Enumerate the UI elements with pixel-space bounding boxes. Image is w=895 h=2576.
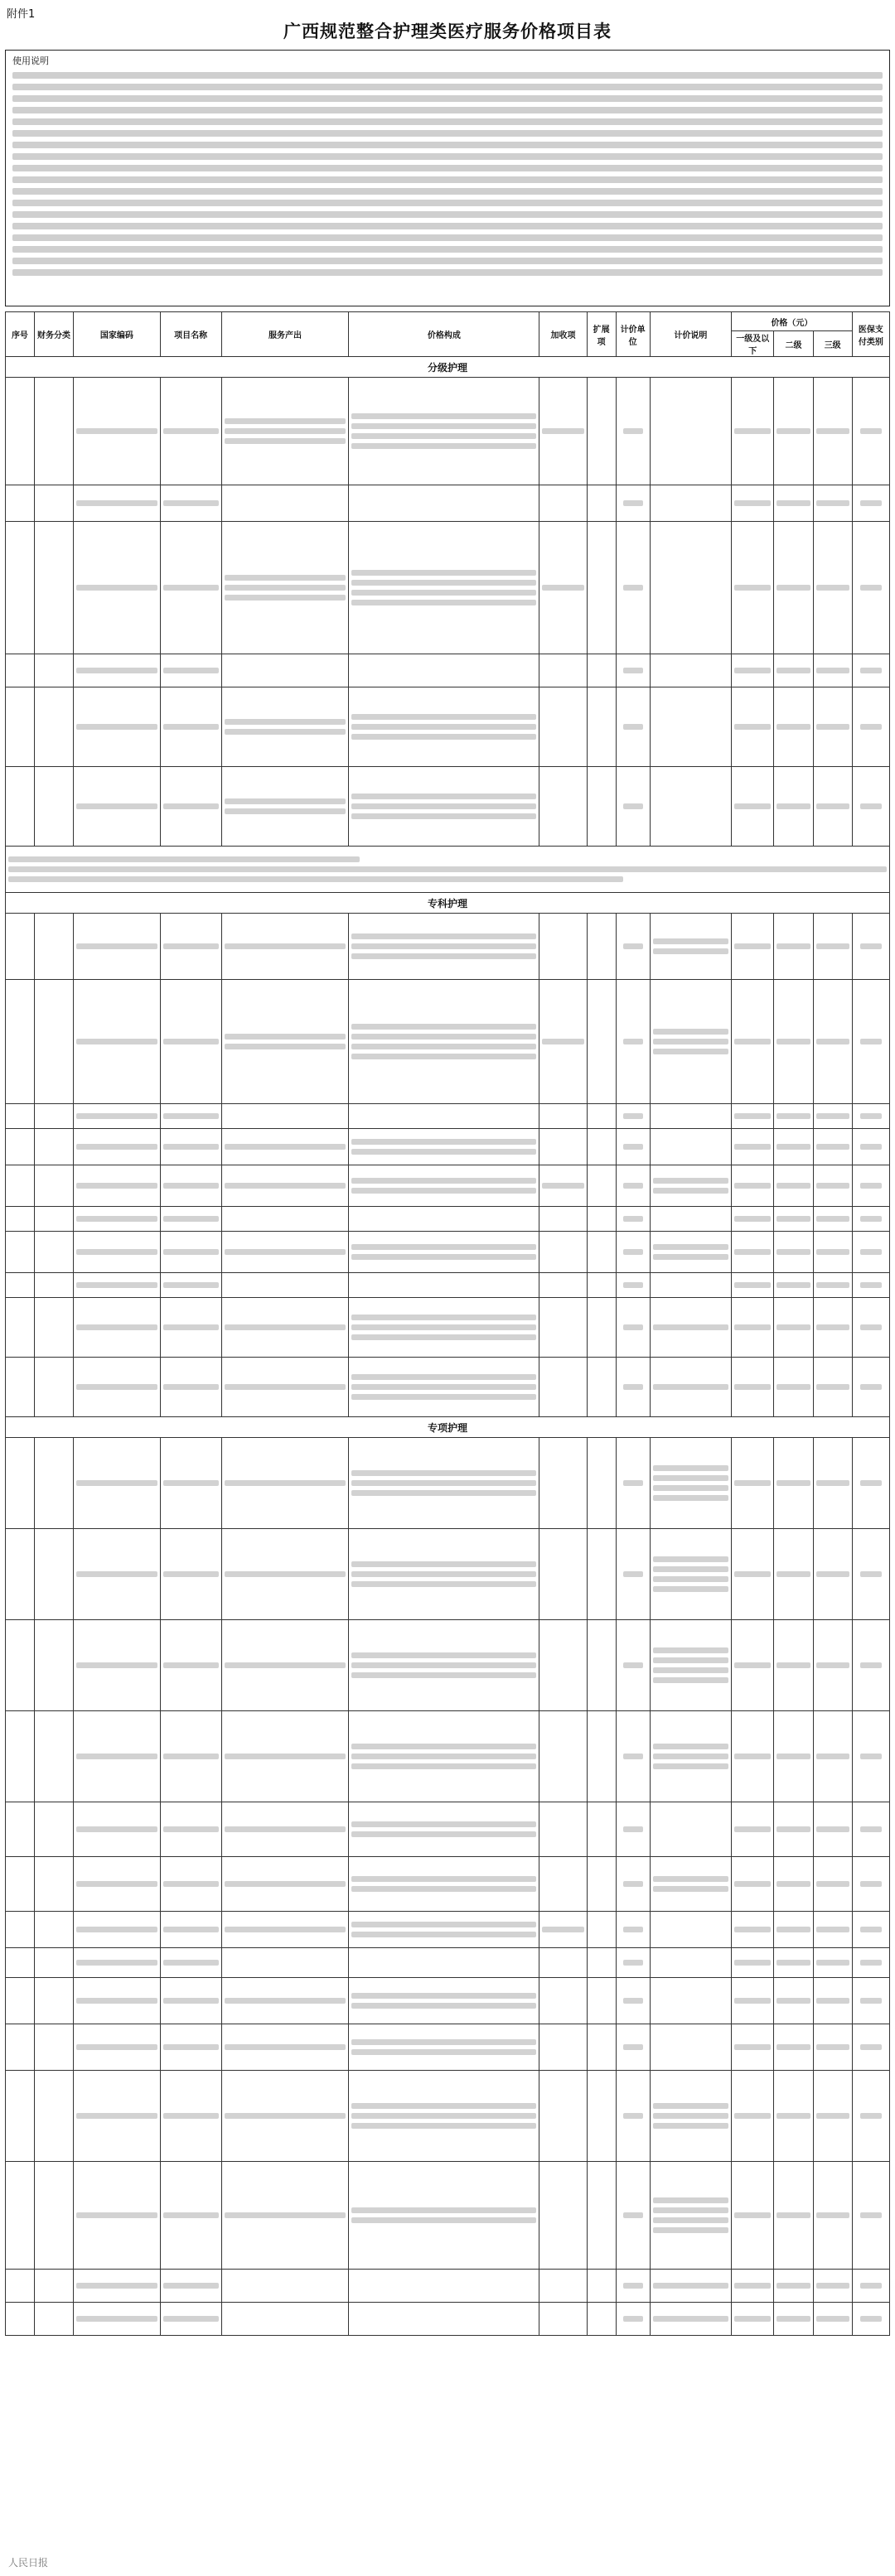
col-insurance-category: 医保支付类别: [852, 312, 889, 357]
col-unit: 计价单位: [616, 312, 650, 357]
price-table: [5, 311, 890, 2336]
col-extension: 扩展项: [587, 312, 616, 357]
col-finance-category: 财务分类: [34, 312, 73, 357]
usage-notes: [5, 50, 890, 306]
col-price-level3: 三级: [813, 331, 852, 357]
col-surcharge: 加收项: [539, 312, 587, 357]
col-price-level1: 一级及以下: [732, 331, 774, 357]
col-pricing-note: 计价说明: [650, 312, 731, 357]
notes-heading: 使用说明: [12, 55, 49, 66]
col-index: 序号: [6, 312, 35, 357]
section-title: 专科护理: [6, 893, 890, 914]
page-title: 广西规范整合护理类医疗服务价格项目表: [283, 22, 612, 41]
col-price-composition: 价格构成: [349, 312, 539, 357]
col-price-level2: 二级: [774, 331, 813, 357]
section-title: 专项护理: [6, 1417, 890, 1438]
attachment-label: 附件1: [7, 8, 36, 21]
watermark-logo: 人民日报: [8, 2557, 49, 2569]
col-service-output: 服务产出: [221, 312, 349, 357]
col-item-name: 项目名称: [160, 312, 221, 357]
col-national-code: 国家编码: [74, 312, 161, 357]
section-title: 分级护理: [6, 357, 890, 378]
col-price: 价格（元）: [732, 312, 853, 331]
